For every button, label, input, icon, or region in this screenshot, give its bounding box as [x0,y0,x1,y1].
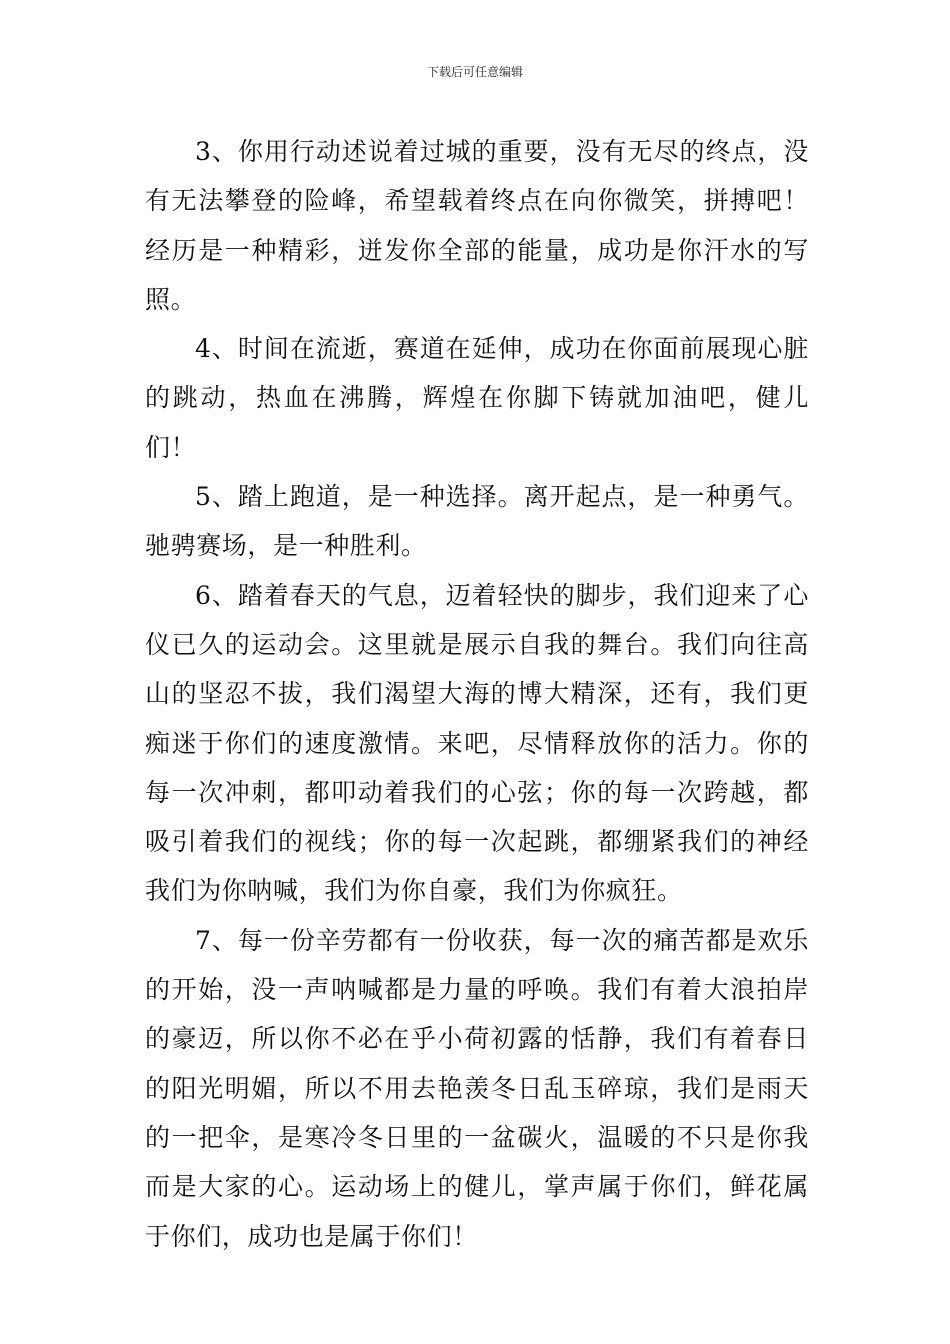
paragraph-4: 4、时间在流逝，赛道在延伸，成功在你面前展现心脏的跳动，热血在沸腾，辉煌在你脚下铸就加油吧，健儿们！ [145,334,809,462]
header-note: 下载后可任意编辑 [426,65,523,79]
document-body [145,127,809,1261]
paragraph-7: 7、每一份辛劳都有一份收获，每一次的痛苦都是欢乐的开始，没一声呐喊都是力量的呼唤。我们有着大浪拍岸的豪迈，所以你不必在乎小荷初露的恬静，我们有着春日的阳光明媚，所以不用去艳羡冬日乱玉碎琼，我们是雨天的一把伞，是寒冷冬日里的一盆碳火，温暖的不只是你我而是大家的心。运动场上的健儿，掌声属于你们，鲜花属于你们，成功也是属于你们！ [145,925,809,1251]
paragraph-6: 6、踏着春天的气息，迈着轻快的脚步，我们迎来了心仪已久的运动会。这里就是展示自我的舞台。我们向往高山的坚忍不拔，我们渴望大海的博大精深，还有，我们更痴迷于你们的速度激情。来吧，尽情释放你的活力。你的每一次冲刺，都叩动着我们的心弦；你的每一次跨越，都吸引着我们的视线；你的每一次起跳，都绷紧我们的神经我们为你呐喊，我们为你自豪，我们为你疯狂。 [145,580,809,906]
paragraph-3: 3、你用行动述说着过城的重要，没有无尽的终点，没有无法攀登的险峰，希望载着终点在向你微笑，拼搏吧！经历是一种精彩，迸发你全部的能量，成功是你汗水的写照。 [145,137,809,314]
paragraph-5: 5、踏上跑道，是一种选择。离开起点，是一种勇气。驰骋赛场，是一种胜利。 [145,482,809,561]
